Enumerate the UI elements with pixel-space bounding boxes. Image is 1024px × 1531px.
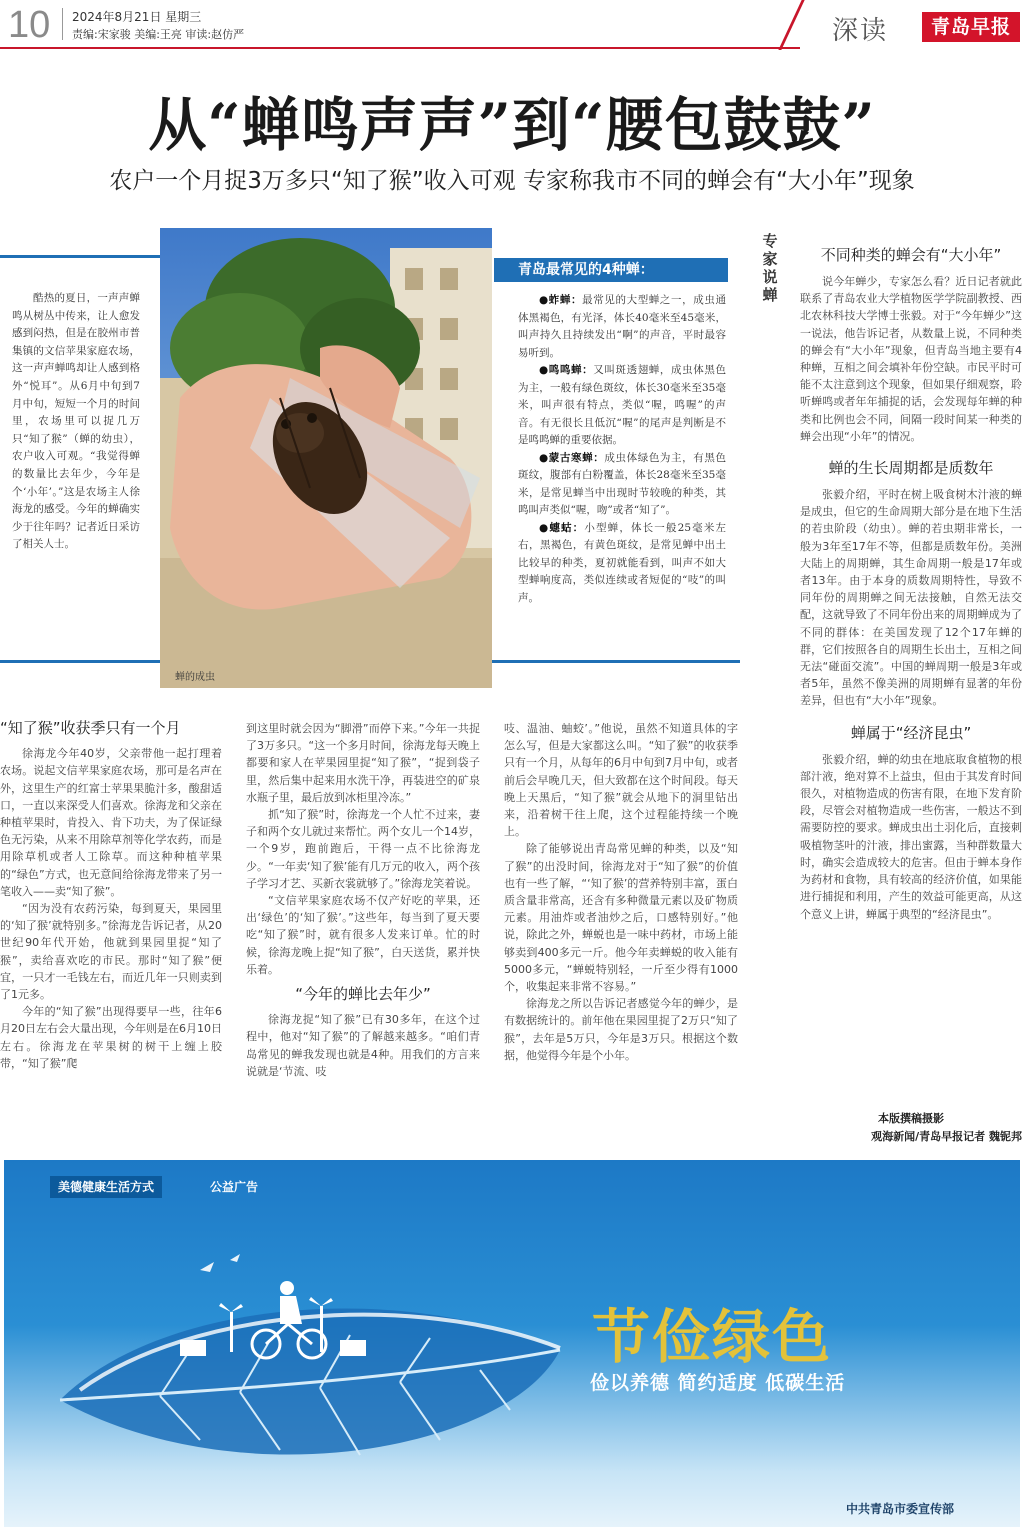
species-item bbox=[518, 520, 726, 608]
ad-leaf-illustration bbox=[40, 1240, 600, 1510]
byline-line-2: 观海新闻/青岛早报记者 魏铌邦 bbox=[871, 1130, 1022, 1143]
body-paragraph: “因为没有农药污染，每到夏天，果园里的‘知了猴’就特别多。”徐海龙告诉记者，从20世纪90年代开始，他就到果园里捉“知了猴”，卖给喜欢吃的市民。那时“知了猴”便宜，一只才一毛钱左右，而近几年一只则卖到了1元多。 bbox=[0, 902, 222, 1002]
column-heading: “知了猴”收获季只有一个月 bbox=[0, 719, 181, 737]
page-number: 10 bbox=[8, 4, 51, 46]
photo-caption: 蝉的成虫 bbox=[175, 672, 215, 683]
species-description: 成虫体绿色为主，有黑色斑纹，腹部有白粉覆盖，体长28毫米至35毫米，是常见蝉当中出现时节较晚的种类，其鸣叫声类似“喔，吻”或者“知了”。 bbox=[518, 451, 727, 516]
newspaper-logo: 青岛早报 bbox=[922, 12, 1020, 42]
expert-paragraph-3: 张毅介绍，蝉的幼虫在地底取食植物的根部汁液，绝对算不上益虫，但由于其发育时间很久，对植物造成的伤害有限，在地下发育阶段，尽管会对植物造成一些伤害，一般达不到需要防控的要求。蝉成虫出土羽化后，直接刺吸植物茎叶的汁液，排出蜜露，当种群数量大时，确实会造成较大的危害。但由于蝉本身作为药材和食物，具有较高的经济价值，如果能进行捕捉和利用，产生的效益可能更高，从这个意义上讲，蝉属于典型的“经济昆虫”。 bbox=[800, 752, 1022, 921]
species-name: ●蟪蛄： bbox=[539, 521, 585, 534]
species-item bbox=[518, 450, 726, 520]
cicada-photo-illustration bbox=[160, 228, 492, 688]
intro-top-rule bbox=[0, 255, 170, 258]
header-rule bbox=[0, 47, 800, 49]
article-column-2 bbox=[246, 720, 480, 1080]
species-description: 小型蝉，体长一般25毫米左右，黑褐色，有黄色斑纹，是常见蝉中出土比较早的种类，夏初就能看到，叫声不如大型蝉响度高，类似连续或者短促的“吱”的叫声。 bbox=[518, 521, 726, 604]
expert-heading-3: 蝉属于“经济昆虫” bbox=[850, 723, 972, 742]
byline-line-1: 本版撰稿摄影 bbox=[878, 1112, 944, 1125]
body-paragraph: 今年的“知了猴”出现得要早一些，往年6月20日左右会大量出现，今年则是在6月10日左右。徐海龙在苹果树的树干上缠上胶带，“知了猴”爬 bbox=[0, 1005, 222, 1070]
intro-text: 酷热的夏日，一声声蝉鸣从树丛中传来，让人愈发感到闷热，但是在胶州市普集镇的文信苹果家庭农场，这一声声蝉鸣却让人感到格外“悦耳”。从6月中旬到7月中旬，短短一个月的时间里，农场里可以捉几万只“知了猴”（蝉的幼虫），农户收入可观。“我觉得蝉的数量比去年少，今年是个‘小年’。”这是农场主人徐海龙的感受。今年的蝉确实少于往年吗？记者近日采访了相关人士。 bbox=[12, 292, 140, 551]
header-slash-decoration bbox=[778, 0, 804, 50]
column-heading: “今年的蝉比去年少” bbox=[295, 985, 431, 1004]
expert-vertical-label: 专家说蝉 bbox=[762, 232, 778, 304]
leaf-cyclist-icon bbox=[40, 1240, 600, 1510]
species-name: ●蒙古寒蝉： bbox=[539, 451, 605, 464]
species-name: ●蚱蝉： bbox=[539, 294, 583, 306]
issue-date: 2024年8月21日 星期三 bbox=[72, 10, 202, 24]
body-paragraph: 吱、温油、蚰蛟’。”他说，虽然不知道具体的字怎么写，但是大家都这么叫。“知了猴”的收获季只有一个月，从每年的6月中旬到7月中旬，或者前后会早晚几天，但大致都在这个时间段。每天晚上天黑后，“知了猴”就会从地下的洞里钻出来，沿着树干往上爬，这个过程能持续一个晚上。 bbox=[504, 722, 738, 839]
section-label: 深读 bbox=[832, 16, 889, 46]
body-paragraph: 徐海龙今年40岁，父亲带他一起打理着农场。说起文信苹果家庭农场，那可是名声在外，这里生产的红富士苹果果脆汁多，酸甜适口，一直以来深受人们喜欢。徐海龙和父亲在种植苹果时，肯投入、肯下功夫，为了保证绿色无污染，从来不用除草剂等化学农药，而是用除草机或者人工除草。而这种种植苹果的“绿色”方式，也无意间给徐海龙带来了另一笔收入——卖“知了猴”。 bbox=[0, 747, 222, 898]
expert-heading-2: 蝉的生长周期都是质数年 bbox=[828, 459, 994, 478]
subheadline: 农户一个月捉3万多只“知了猴”收入可观 专家称我市不同的蝉会有“大小年”现象 bbox=[109, 168, 915, 194]
body-paragraph: “文信苹果家庭农场不仅产好吃的苹果，还出‘绿色’的‘知了猴’。”这些年，每当到了夏天要吃“知了猴”时，就有很多人发来订单。忙的时候，徐海龙晚上捉“知了猴”，白天送货，累并快乐着。 bbox=[246, 894, 480, 976]
species-item bbox=[518, 362, 726, 450]
byline bbox=[800, 1110, 1022, 1146]
species-name: ●鸣鸣蝉： bbox=[539, 364, 594, 376]
expert-paragraph-1: 说今年蝉少，专家怎么看？近日记者就此联系了青岛农业大学植物医学学院副教授、西北农林科技大学博士张毅。对于“今年蝉少”这一说法，他告诉记者，从数量上说，不同种类的蝉会有“大小年”现象，但青岛当地主要有4种蝉，互相之间会填补年份空缺。市民平时可能不太注意到这个现象，但如果仔细观察，聆听蝉鸣或者年年捕捉的话，会发现每年蝉的种类和比例也会不同，间隔一段时间某一种类的蝉会出现“小年”的情况。 bbox=[800, 275, 1022, 443]
editor-credits: 责编:宋家骏 美编:王亮 审读:赵仿严 bbox=[72, 28, 245, 41]
ad-type-tag: 公益广告 bbox=[210, 1180, 259, 1194]
expert-paragraph-2: 张毅介绍，平时在树上吸食树木汁液的蝉是成虫，但它的生命周期大部分是在地下生活的若虫阶段（幼虫）。蝉的若虫期非常长，一般为3年至17年不等，但都是质数年份。美洲大陆上的周期蝉，其生命周期一般是17年或者13年。由于本身的质数周期特性，导致不同年份的周期蝉之间无法接触，自然无法交配，这就导致了不同年份出来的周期蝉成为了不同的群体：在美国发现了12个17年蝉的群，它们按照各自的周期生长出土，互相之间无法“碰面交流”。中国的蝉周期一般是3年或者5年，虽然不像美洲的周期蝉有显著的年份差异，但也有“大小年”现象。 bbox=[800, 488, 1022, 708]
expert-column bbox=[800, 240, 1022, 923]
ad-campaign-tag: 美德健康生活方式 bbox=[50, 1176, 162, 1198]
header-divider bbox=[62, 8, 63, 40]
article-column-1 bbox=[0, 720, 222, 1072]
body-paragraph: 到这里时就会因为“脚滑”而停下来。”今年一共捉了3万多只。“这一个多月时间，徐海龙每天晚上都要和家人在苹果园里捉“知了猴”，“捉到袋子里，然后集中起来用水洗干净，再装进空的矿泉水瓶子里，最后放到冰柜里冷冻。” bbox=[246, 722, 480, 804]
species-description: 又叫斑透翅蝉，成虫体黑色为主，一般有绿色斑纹，体长30毫米至35毫米，叫声很有特点，类似“喔，鸣喔”的声音。有无很长且低沉“喔”的尾声是判断是不是鸣鸣蝉的重要依据。 bbox=[518, 364, 726, 446]
cicada-photo bbox=[160, 228, 492, 688]
species-list bbox=[518, 292, 726, 607]
body-paragraph: 抓“知了猴”时，徐海龙一个人忙不过来，妻子和两个女儿就过来帮忙。两个女儿一个14岁，一个9岁，跑前跑后，干得一点不比徐海龙少。“一年卖‘知了猴’能有几万元的收入，两个孩子学习才艺、买新衣裳就够了。”徐海龙笑着说。 bbox=[246, 808, 480, 890]
article-column-3 bbox=[504, 720, 738, 1064]
species-item bbox=[518, 292, 726, 362]
body-paragraph: 除了能够说出青岛常见蝉的种类，以及“知了猴”的出没时间，徐海龙对于“知了猴”的价值也有一些了解，“‘知了猴’的营养特别丰富，蛋白质含量非常高，还含有多种微量元素以及矿物质元素。用油炸或者油炒之后，口感特别好。”他说，除此之外，蝉蜕也是一味中药材，市场上能够卖到400多元一斤。他今年卖蝉蜕的收入能有5000多元，“蝉蜕特别轻，一斤至少得有1000个，收集起来非常不容易。” bbox=[504, 842, 738, 994]
species-description: 最常见的大型蝉之一，成虫通体黑褐色，有光泽，体长40毫米至45毫米，叫声持久且持续发出“啊”的声音，平时最容易听到。 bbox=[518, 294, 726, 359]
headline: 从“蝉鸣声声”到“腰包鼓鼓” bbox=[148, 91, 876, 159]
ad-title: 节俭绿色 bbox=[592, 1303, 833, 1371]
ad-slogan: 俭以养德 简约适度 低碳生活 bbox=[590, 1372, 846, 1394]
body-paragraph: 徐海龙之所以告诉记者感觉今年的蝉少，是有数据统计的。前年他在果园里捉了2万只“知了猴”，去年是5万只，今年是3万只。根据这个数据，他觉得今年是个小年。 bbox=[504, 997, 738, 1062]
ad-sponsor: 中共青岛市委宣传部 bbox=[846, 1502, 955, 1516]
body-paragraph: 徐海龙捉“知了猴”已有30多年，在这个过程中，他对“知了猴”的了解越来越多。“咱们青岛常见的蝉我发现也就是4种。用我们的方言来说就是‘节流、吱 bbox=[246, 1013, 480, 1078]
species-box-title: 青岛最常见的4种蝉： bbox=[494, 258, 728, 282]
expert-heading-1: 不同种类的蝉会有“大小年” bbox=[820, 246, 1002, 264]
